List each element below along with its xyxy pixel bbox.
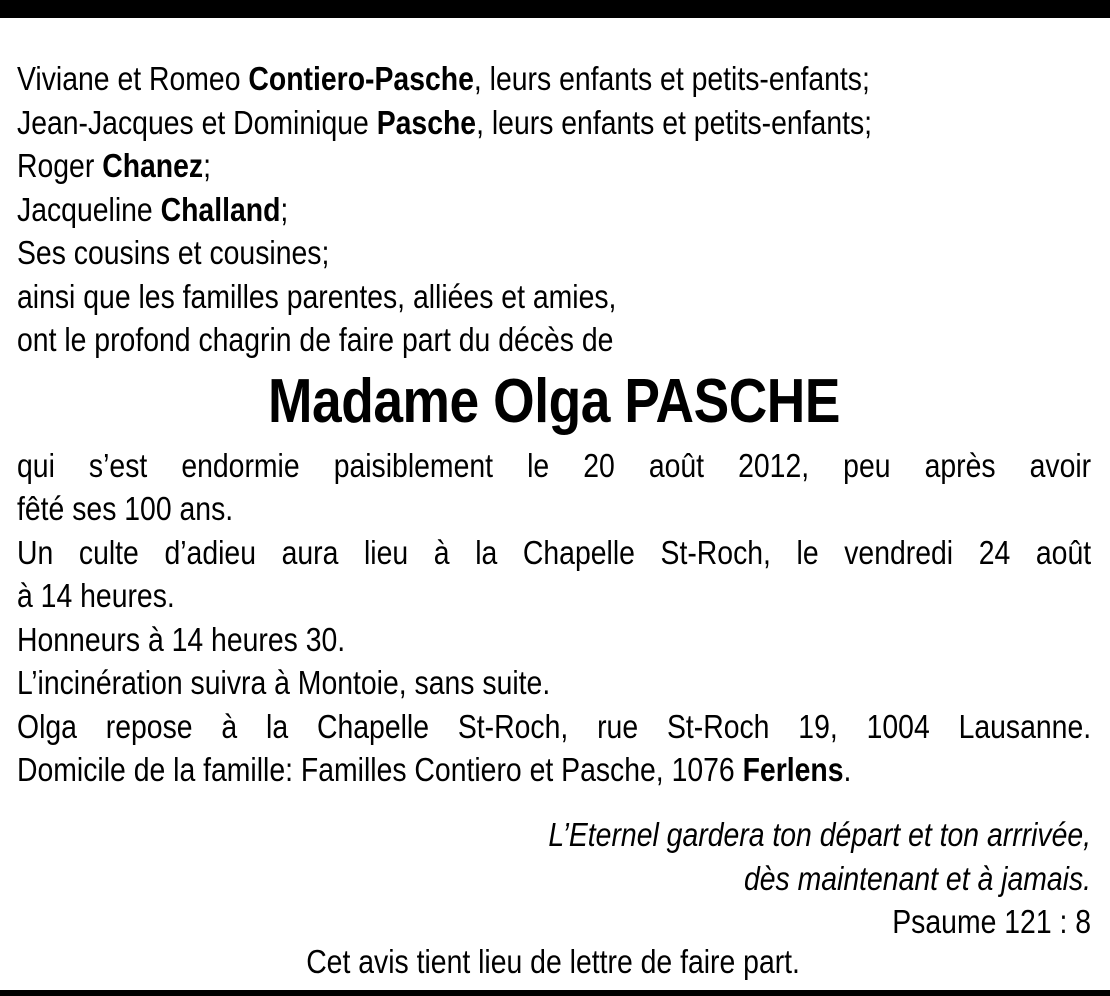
family-line-2-text: Jean-Jacques et Dominique bbox=[17, 103, 377, 141]
family-line-3-surname: Chanez bbox=[102, 147, 204, 184]
verse-reference: Psaume 121 : 8 bbox=[892, 903, 1091, 940]
footer-text: Cet avis tient lieu de lettre de faire part. bbox=[306, 943, 800, 980]
details-cremation: L’incinération suivra à Montoie, sans suite. bbox=[17, 664, 551, 701]
family-line-5: Ses cousins et cousines; bbox=[17, 234, 330, 271]
details-service-line-2: à 14 heures. bbox=[17, 577, 175, 614]
details-block bbox=[17, 444, 1091, 792]
details-resting-place: Olga repose à la Chapelle St-Roch, rue St-Roch 19, 1004 Lausanne. bbox=[17, 707, 1092, 745]
details-honours: Honneurs à 14 heures 30. bbox=[17, 620, 346, 658]
family-line-2 bbox=[17, 101, 1091, 145]
family-line-1 bbox=[17, 57, 1091, 101]
top-border-rule bbox=[0, 0, 1110, 18]
verse-line-2: dès maintenant et à jamais. bbox=[743, 859, 1091, 897]
bottom-border-rule bbox=[0, 990, 1110, 996]
details-death-line-2: fêté ses 100 ans. bbox=[17, 490, 234, 527]
family-line-2-surname: Pasche bbox=[376, 103, 477, 141]
family-home-town: Ferlens bbox=[742, 751, 844, 788]
family-line-3-text: Roger bbox=[17, 147, 103, 184]
family-line-4-suffix: ; bbox=[280, 190, 289, 228]
details-death-line-1: qui s’est endormie paisiblement le 20 août 2012, peu après avoir bbox=[17, 446, 1092, 484]
family-line-1-text: Viviane et Romeo bbox=[17, 60, 249, 97]
family-line-4 bbox=[17, 188, 1091, 232]
family-line-2-suffix: , leurs enfants et petits-enfants; bbox=[476, 103, 873, 141]
verse-line-1: L’Eternel gardera ton départ et ton arrrivée, bbox=[548, 816, 1091, 853]
announcement-line: ont le profond chagrin de faire part du décès de bbox=[17, 321, 614, 358]
family-line-4-text: Jacqueline bbox=[17, 190, 161, 228]
family-line-1-surname: Contiero-Pasche bbox=[248, 60, 474, 97]
family-home-text: Domicile de la famille: Familles Contiero et Pasche, 1076 bbox=[17, 751, 743, 788]
family-home-suffix: . bbox=[843, 751, 852, 788]
deceased-name: Madame Olga PASCHE bbox=[267, 366, 841, 436]
obituary-body bbox=[17, 57, 1091, 792]
bible-verse bbox=[460, 813, 1091, 944]
family-line-6: ainsi que les familles parentes, alliées et amies, bbox=[17, 277, 617, 315]
family-line-3 bbox=[17, 144, 1091, 188]
details-family-home bbox=[17, 748, 1091, 792]
family-line-3-suffix: ; bbox=[203, 147, 212, 184]
family-line-1-suffix: , leurs enfants et petits-enfants; bbox=[473, 60, 870, 97]
family-line-4-surname: Challand bbox=[160, 190, 281, 228]
details-service-line-1: Un culte d’adieu aura lieu à la Chapelle St-Roch, le vendredi 24 août bbox=[17, 533, 1092, 571]
footer-note bbox=[0, 940, 1110, 984]
